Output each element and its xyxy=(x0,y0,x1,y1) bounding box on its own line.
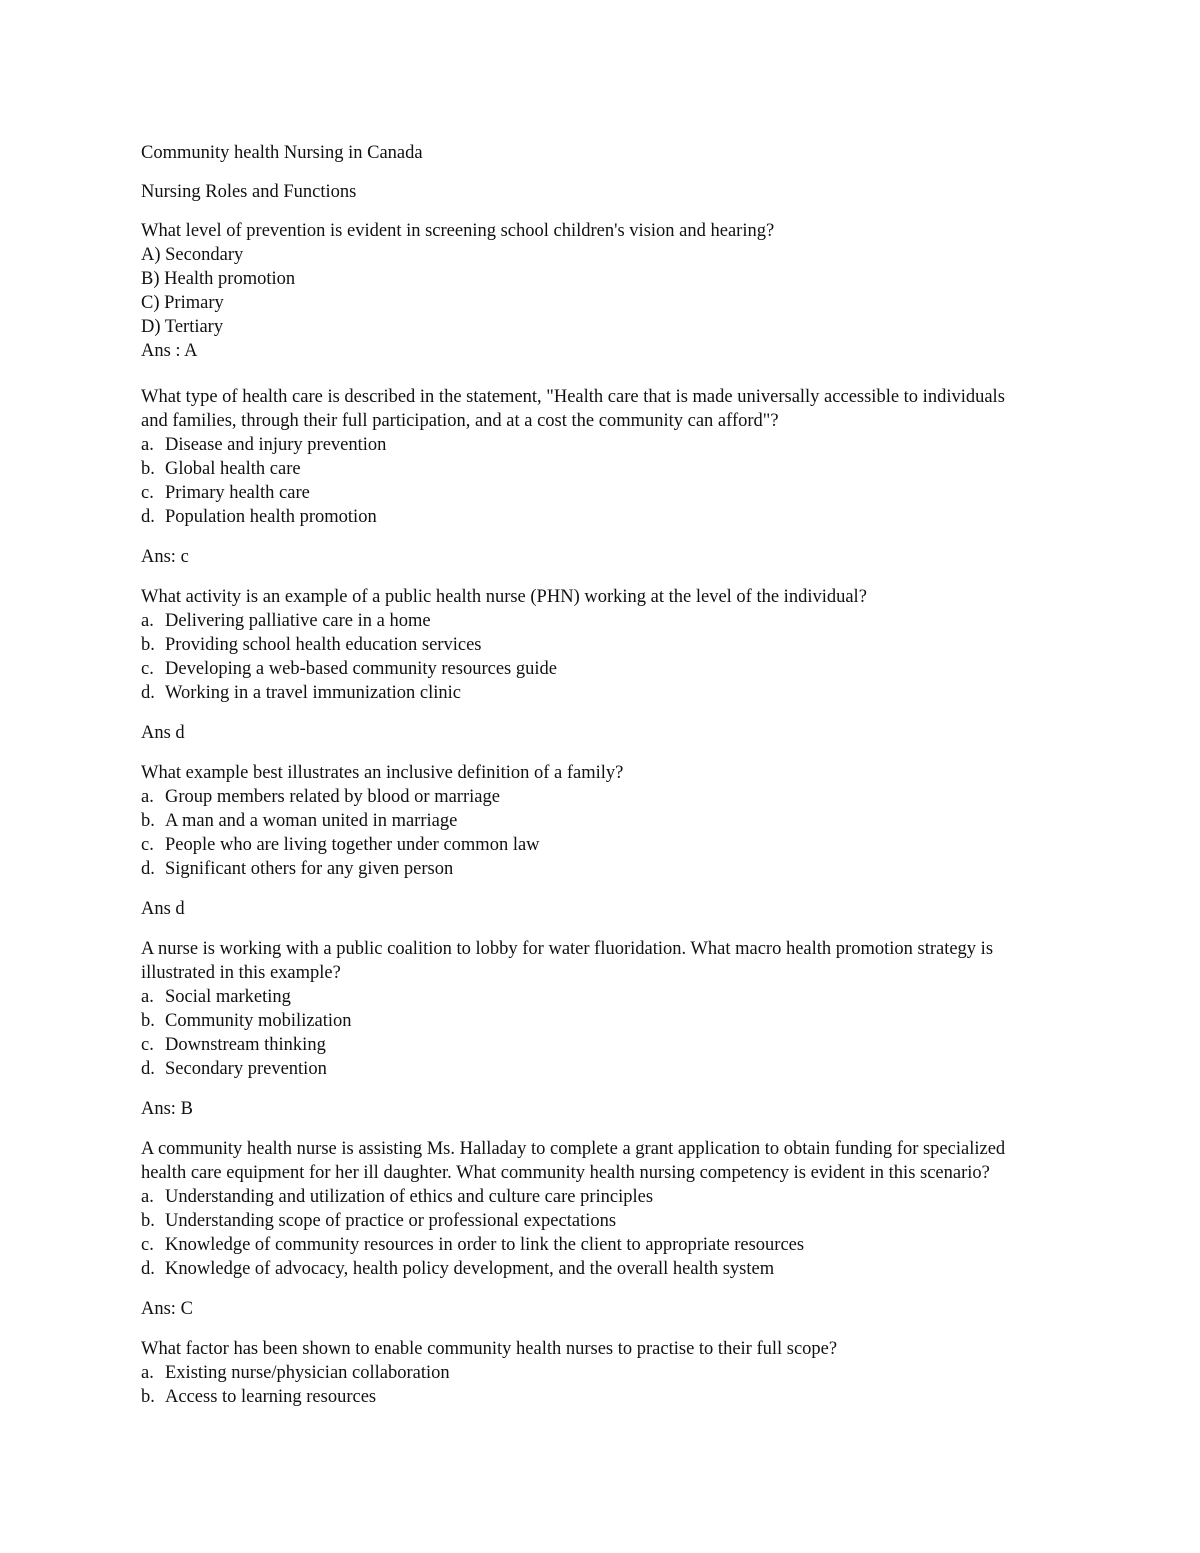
option-text: Downstream thinking xyxy=(165,1035,326,1055)
option-text: People who are living together under common law xyxy=(165,835,540,855)
option xyxy=(141,1233,1071,1257)
option xyxy=(141,1009,1071,1033)
option-letter: b. xyxy=(141,459,155,479)
answer: Ans d xyxy=(141,899,185,919)
question-text: and families, through their full participation, and at a cost the community can afford"? xyxy=(141,411,779,431)
document-subtitle: Nursing Roles and Functions xyxy=(141,182,357,202)
option-letter: c. xyxy=(141,659,154,679)
option xyxy=(141,505,1071,529)
option-text: A man and a woman united in marriage xyxy=(165,811,458,831)
option-text: Global health care xyxy=(165,459,301,479)
option: D) Tertiary xyxy=(141,317,224,337)
option-letter: a. xyxy=(141,435,154,455)
answer: Ans d xyxy=(141,723,185,743)
option-letter: c. xyxy=(141,1235,154,1255)
question-text: What type of health care is described in the statement, "Health care that is made universally accessible to individuals xyxy=(141,387,1005,407)
option xyxy=(141,1209,1071,1233)
option-letter: d. xyxy=(141,507,155,527)
question-text: What example best illustrates an inclusive definition of a family? xyxy=(141,763,624,783)
option-letter: c. xyxy=(141,483,154,503)
option-text: Disease and injury prevention xyxy=(165,435,387,455)
option-text: Population health promotion xyxy=(165,507,377,527)
option xyxy=(141,1057,1071,1081)
option-letter: b. xyxy=(141,811,155,831)
option-letter: d. xyxy=(141,859,155,879)
question-text: A community health nurse is assisting Ms. Halladay to complete a grant application to obtain funding for specialized xyxy=(141,1139,1006,1159)
option-text: Primary health care xyxy=(165,483,310,503)
answer: Ans: B xyxy=(141,1099,193,1119)
option-letter: d. xyxy=(141,1259,155,1279)
option-text: Existing nurse/physician collaboration xyxy=(165,1363,450,1383)
option xyxy=(141,1361,1071,1385)
option: A) Secondary xyxy=(141,245,244,265)
question-text: What factor has been shown to enable community health nurses to practise to their full scope? xyxy=(141,1339,838,1359)
document-page xyxy=(141,141,1071,1409)
option xyxy=(141,457,1071,481)
option xyxy=(141,809,1071,833)
option-text: Secondary prevention xyxy=(165,1059,327,1079)
option-letter: d. xyxy=(141,1059,155,1079)
question-text: health care equipment for her ill daughter. What community health nursing competency is evident in this scenario? xyxy=(141,1163,990,1183)
question-7 xyxy=(141,1337,1071,1409)
option xyxy=(141,785,1071,809)
option-text: Community mobilization xyxy=(165,1011,352,1031)
option: C) Primary xyxy=(141,293,224,313)
option xyxy=(141,1033,1071,1057)
option-text: Access to learning resources xyxy=(165,1387,377,1407)
question-text: What activity is an example of a public health nurse (PHN) working at the level of the individual? xyxy=(141,587,867,607)
option-text: Providing school health education services xyxy=(165,635,482,655)
option-text: Group members related by blood or marriage xyxy=(165,787,500,807)
option xyxy=(141,609,1071,633)
option xyxy=(141,1385,1071,1409)
option-letter: b. xyxy=(141,635,155,655)
question-6 xyxy=(141,1137,1071,1321)
option-text: Delivering palliative care in a home xyxy=(165,611,431,631)
option xyxy=(141,481,1071,505)
option-letter: a. xyxy=(141,787,154,807)
option-text: Understanding and utilization of ethics and culture care principles xyxy=(165,1187,654,1207)
option-letter: d. xyxy=(141,683,155,703)
question-2 xyxy=(141,385,1071,569)
question-1 xyxy=(141,219,1071,363)
question-text: illustrated in this example? xyxy=(141,963,341,983)
option xyxy=(141,857,1071,881)
answer: Ans: c xyxy=(141,547,189,567)
question-text: A nurse is working with a public coalition to lobby for water fluoridation. What macro health promotion strategy is xyxy=(141,939,994,959)
option: B) Health promotion xyxy=(141,269,296,289)
option-text: Developing a web-based community resources guide xyxy=(165,659,557,679)
option-letter: a. xyxy=(141,987,154,1007)
option xyxy=(141,833,1071,857)
option xyxy=(141,1257,1071,1281)
option-letter: a. xyxy=(141,1187,154,1207)
question-4 xyxy=(141,761,1071,921)
question-5 xyxy=(141,937,1071,1121)
option xyxy=(141,1185,1071,1209)
option-text: Significant others for any given person xyxy=(165,859,454,879)
question-3 xyxy=(141,585,1071,745)
option xyxy=(141,681,1071,705)
option xyxy=(141,985,1071,1009)
option xyxy=(141,433,1071,457)
option-letter: c. xyxy=(141,835,154,855)
option-letter: b. xyxy=(141,1211,155,1231)
option-letter: c. xyxy=(141,1035,154,1055)
option-text: Working in a travel immunization clinic xyxy=(165,683,461,703)
option-letter: b. xyxy=(141,1387,155,1407)
option-text: Understanding scope of practice or professional expectations xyxy=(165,1211,617,1231)
option-letter: b. xyxy=(141,1011,155,1031)
answer: Ans: C xyxy=(141,1299,193,1319)
option-text: Social marketing xyxy=(165,987,291,1007)
option-letter: a. xyxy=(141,1363,154,1383)
document-title: Community health Nursing in Canada xyxy=(141,143,423,163)
option xyxy=(141,657,1071,681)
question-text: What level of prevention is evident in screening school children's vision and hearing? xyxy=(141,221,775,241)
option-letter: a. xyxy=(141,611,154,631)
answer: Ans : A xyxy=(141,341,198,361)
option xyxy=(141,633,1071,657)
option-text: Knowledge of advocacy, health policy development, and the overall health system xyxy=(165,1259,775,1279)
option-text: Knowledge of community resources in order to link the client to appropriate resources xyxy=(165,1235,805,1255)
